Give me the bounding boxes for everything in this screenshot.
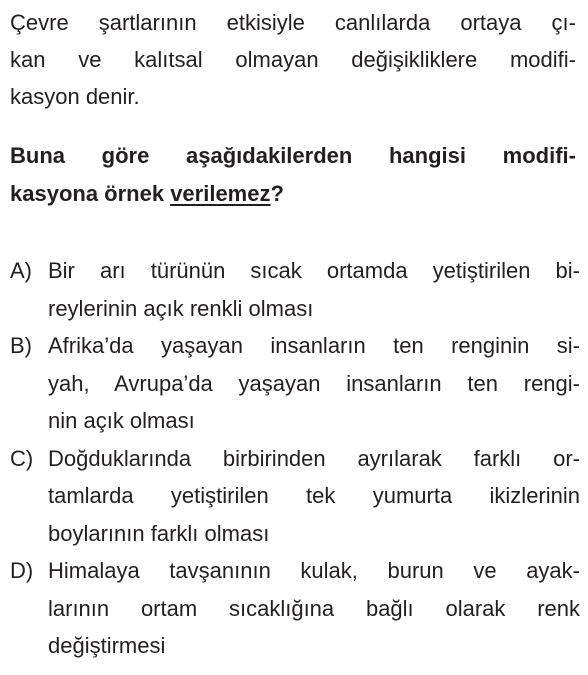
option-letter: A) [10, 258, 32, 283]
option-line: değiştirmesi [48, 633, 166, 658]
question-prefix: kasyona örnek [10, 181, 171, 206]
option-line: Afrika’da yaşayan insanların ten renginin si- [48, 333, 580, 358]
option-letter: C) [10, 445, 34, 471]
intro-line: Çevre şartlarının etkisiyle canlılarda ortaya çı- [10, 10, 576, 35]
option-line: reylerinin açık renkli olması [48, 295, 314, 321]
question-underlined-word: verilemez [170, 181, 271, 206]
option-text [48, 440, 580, 553]
option-text [48, 552, 580, 665]
option-line: larının ortam sıcaklığına bağlı olarak renk [48, 595, 580, 621]
question-stem [10, 137, 576, 213]
option-text [48, 327, 580, 440]
intro-line: kasyon denir. [10, 84, 140, 109]
option-text [48, 252, 580, 327]
option-line: nin açık olması [48, 408, 195, 433]
option-c[interactable] [10, 440, 580, 553]
option-line: tamlarda yetiştirilen tek yumurta ikizlerinin [48, 483, 580, 508]
question-line: Buna göre aşağıdakilerden hangisi modifi- [10, 143, 576, 168]
question-line [10, 175, 576, 213]
option-line: Himalaya tavşanının kulak, burun ve ayak- [48, 558, 580, 583]
option-d[interactable] [10, 552, 580, 665]
option-letter: D) [10, 558, 34, 583]
option-line: Doğduklarında birbirinden ayrılarak farklı or- [48, 445, 580, 471]
option-line: yah, Avrupa’da yaşayan insanların ten rengi- [48, 370, 580, 396]
option-a[interactable] [10, 252, 580, 327]
answer-options [10, 252, 580, 665]
option-letter: B) [10, 333, 32, 358]
option-line: boylarının farklı olması [48, 520, 270, 546]
intro-paragraph [10, 4, 576, 115]
question-suffix: ? [270, 181, 284, 206]
option-line: Bir arı türünün sıcak ortamda yetiştirilen bi- [48, 258, 580, 283]
intro-line: kan ve kalıtsal olmayan değişikliklere modifi- [10, 47, 576, 72]
option-b[interactable] [10, 327, 580, 440]
